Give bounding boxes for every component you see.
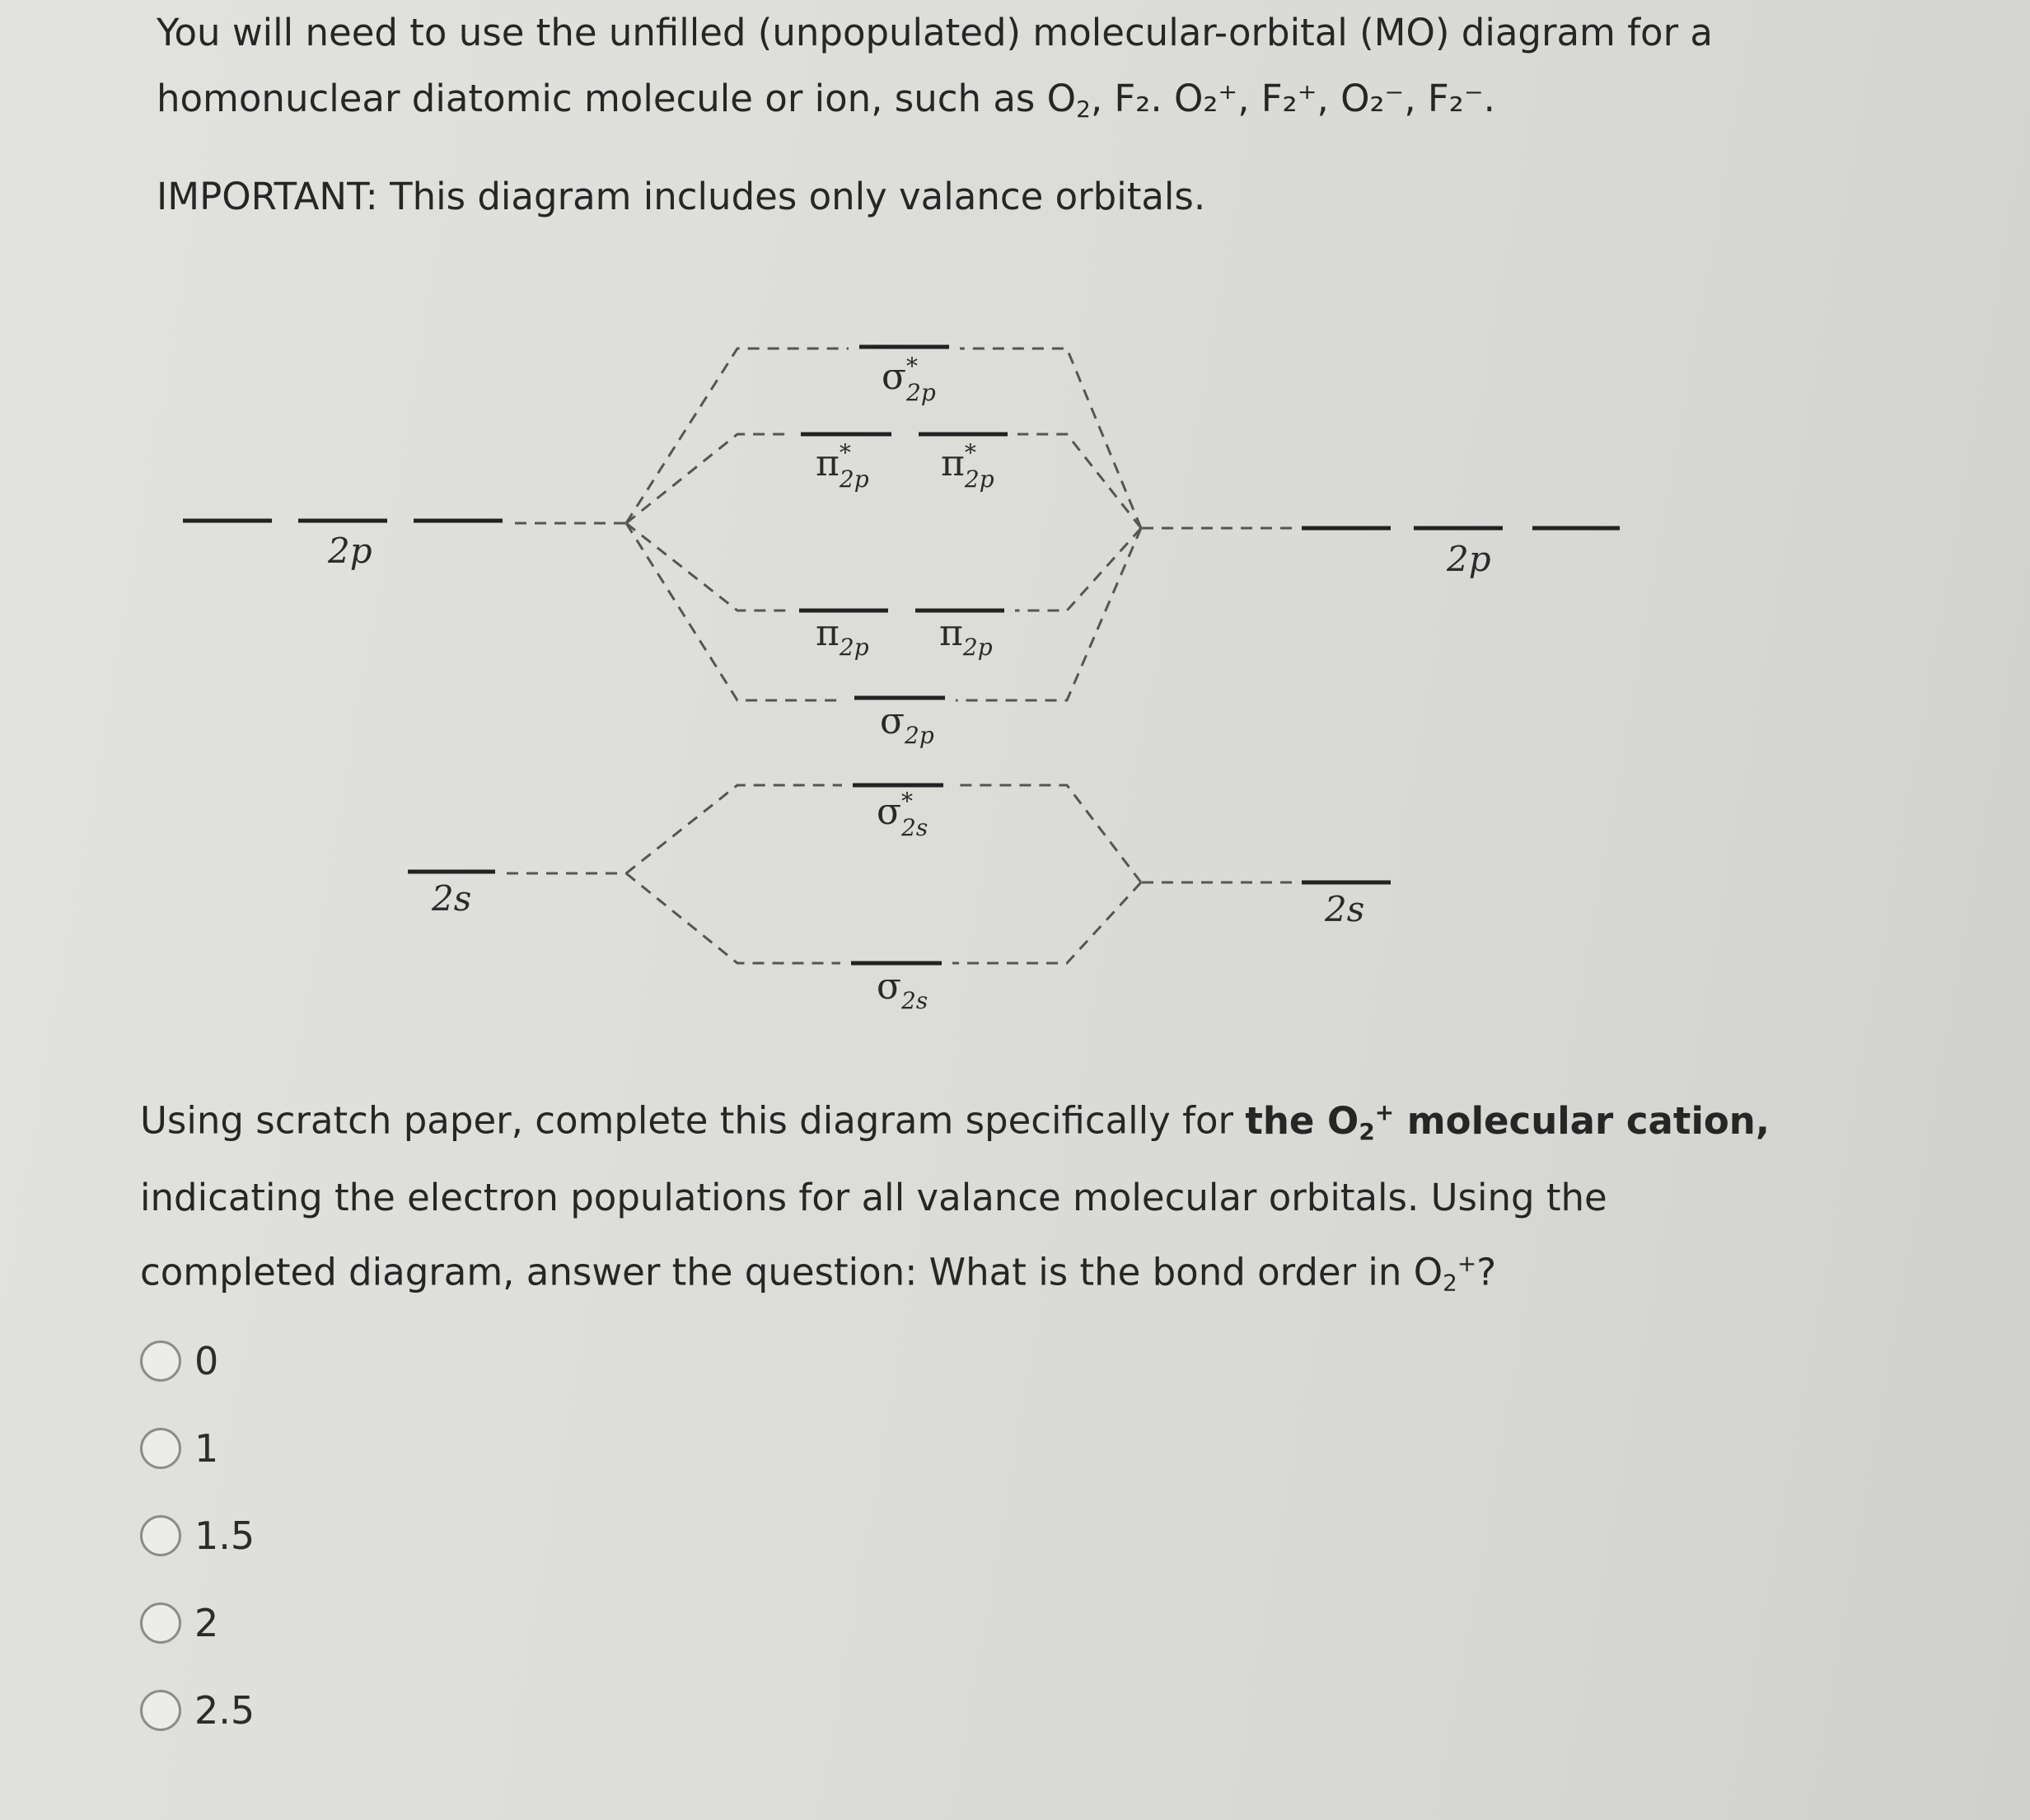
species-f2-plus: F₂⁺ xyxy=(1261,77,1317,120)
sigma-star-2s-label: σ* 2s xyxy=(877,788,928,841)
pi-2p-label-2: $\pi_{2p}$ xyxy=(939,612,993,661)
option-2-5[interactable] xyxy=(140,1688,255,1733)
important-note: IMPORTANT: This diagram includes only valance orbitals. xyxy=(157,175,1206,218)
option-label: 2.5 xyxy=(194,1688,255,1733)
left-2s-to-sigma xyxy=(626,873,840,963)
species-f2-minus: F₂⁻ xyxy=(1427,77,1484,120)
sigma-2p-label: $\sigma_{2p}$ xyxy=(880,700,934,749)
pi-star-2p-label-2: π* 2p xyxy=(941,439,994,493)
question-line-3: completed diagram, answer the question: What is the bond order in $O_2^+$? xyxy=(140,1249,1497,1297)
right-2p-to-sigma xyxy=(956,528,1141,700)
right-2s-label: 2s xyxy=(1325,889,1365,929)
left-2s-to-sigma-star xyxy=(626,785,842,873)
option-label: 2 xyxy=(194,1601,219,1645)
left-2p-to-pi xyxy=(626,523,789,611)
option-label: 1 xyxy=(194,1426,219,1471)
right-2s-to-sigma xyxy=(952,882,1141,963)
species-o2-plus: O₂⁺ xyxy=(1173,77,1238,120)
intro-line-1: You will need to use the unfilled (unpopulated) molecular-orbital (MO) diagram for a xyxy=(157,11,1713,54)
orbital-levels xyxy=(183,347,1620,963)
intro-sub-2: 2 xyxy=(1076,95,1091,123)
pi-2p-label-1: $\pi_{2p}$ xyxy=(816,612,869,661)
option-0[interactable] xyxy=(140,1339,218,1383)
pi-star-2p-label-1: π* 2p xyxy=(816,439,869,493)
mo-diagram xyxy=(0,313,2030,1022)
question-text xyxy=(140,1079,1788,1316)
right-2p-label: 2p xyxy=(1447,539,1491,579)
right-2p-to-sigma-star xyxy=(960,349,1141,528)
sigma-2s-label: $\sigma_{2s}$ xyxy=(877,966,928,1014)
question-line-2: indicating the electron populations for all valance molecular orbitals. Using the xyxy=(140,1175,1607,1219)
question-line-1: Using scratch paper, complete this diagram specifically for the $O_2^+$ molecular cation, xyxy=(140,1098,1770,1145)
intro-line-2-prefix: homonuclear diatomic molecule or ion, such as O xyxy=(157,77,1077,120)
option-label: 0 xyxy=(194,1339,219,1383)
option-label: 1.5 xyxy=(194,1514,255,1558)
radio-button-icon[interactable] xyxy=(140,1340,181,1382)
radio-button-icon[interactable] xyxy=(140,1602,181,1644)
left-2p-label: 2p xyxy=(328,531,372,571)
right-2s-to-sigma-star xyxy=(954,785,1141,882)
species-f2: F₂ xyxy=(1114,77,1151,120)
radio-button-icon[interactable] xyxy=(140,1515,181,1556)
correlation-lines xyxy=(507,349,1292,963)
radio-button-icon[interactable] xyxy=(140,1690,181,1731)
intro-text xyxy=(157,0,1804,143)
option-2[interactable] xyxy=(140,1601,218,1645)
question-bold-species: the $O_2^+$ molecular cation, xyxy=(1245,1098,1770,1145)
option-1[interactable] xyxy=(140,1426,218,1471)
species-o2-minus: O₂⁻ xyxy=(1340,77,1405,120)
option-1-5[interactable] xyxy=(140,1514,255,1558)
left-2s-label: 2s xyxy=(432,878,472,919)
radio-button-icon[interactable] xyxy=(140,1428,181,1469)
intro-line-2: homonuclear diatomic molecule or ion, such as $O_2$, F₂. O₂⁺, F₂⁺, O₂⁻, F₂⁻. xyxy=(157,77,1495,123)
left-2p-to-pi-star xyxy=(626,434,793,523)
sigma-star-2p-label: σ* 2p xyxy=(882,353,936,406)
